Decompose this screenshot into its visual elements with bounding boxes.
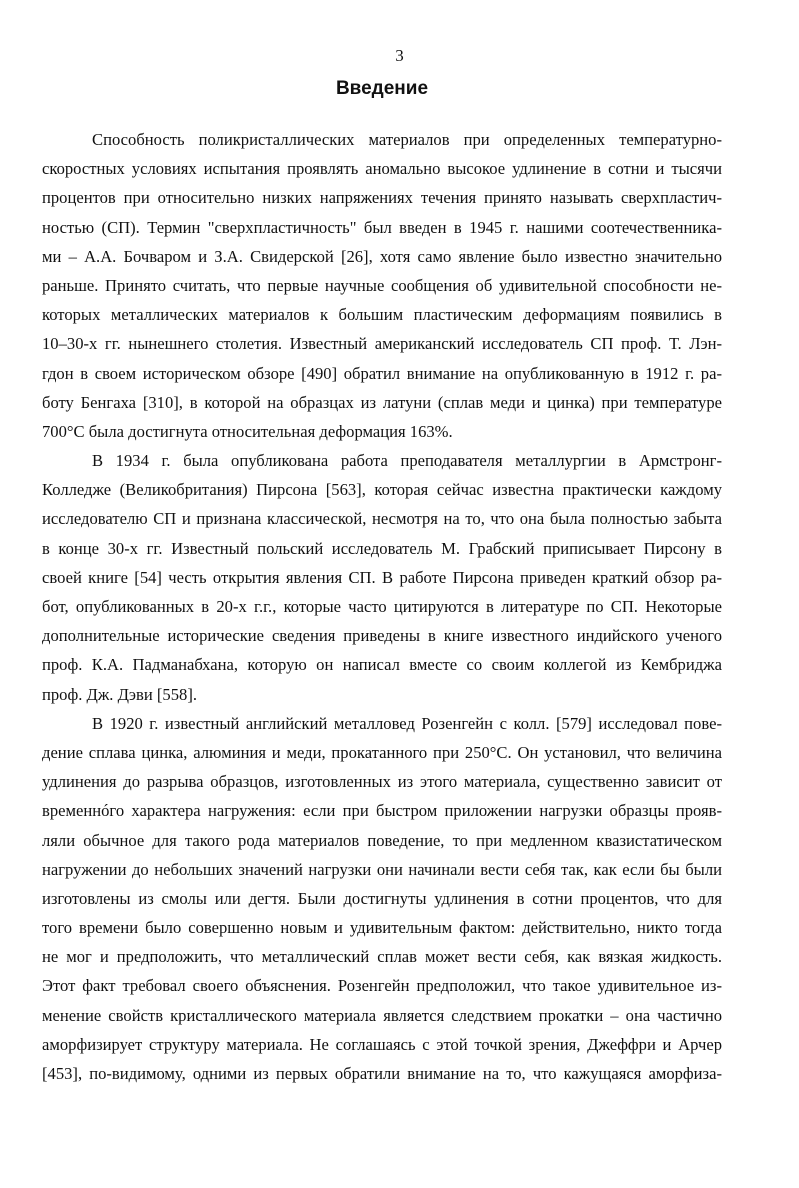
text-line: дополнительные исторические сведения приведены в книге известного индийского ученого [42, 626, 722, 646]
text-line: гдон в своем историческом обзоре [490] обратил внимание на опубликованную в 1912 г. ра- [42, 363, 722, 383]
text-line: своей книге [54] честь открытия явления СП. В работе Пирсона приведен краткий обзор ра- [42, 567, 722, 587]
text-line: [453], по-видимому, одними из первых обратили внимание на то, что кажущаяся аморфиза- [42, 1064, 722, 1083]
text-line: того времени было совершенно новым и удивительным фактом: действительно, никто тогда [42, 918, 722, 938]
text-line: удлинения до разрыва образцов, изготовленных из этого материала, существенно зависит от [42, 772, 722, 792]
text-line: бот, опубликованных в 20-х г.г., которые часто цитируются в литературе по СП. Некоторые [42, 597, 722, 616]
paragraph-1 [42, 125, 722, 446]
text-line: аморфизирует структуру материала. Не соглашаясь с этой точкой зрения, Джеффри и Арчер [42, 1034, 722, 1054]
text-line: скоростных условиях испытания проявлять аномально высокое удлинение в сотни и тысячи [42, 159, 722, 179]
text-line: ностью (СП). Термин "сверхпластичность" был введен в 1945 г. нашими соотечественника- [42, 217, 722, 237]
text-line: проф. Дж. Дэви [558]. [42, 684, 197, 704]
text-line: 10–30-х гг. нынешнего столетия. Известный американский исследователь СП проф. Т. Лэн- [42, 334, 722, 354]
text-line: проф. К.А. Падманабхана, которую он написал вместе со своим коллегой из Кембриджа [42, 655, 722, 675]
text-line: Способность поликристаллических материалов при определенных температурно- [92, 130, 722, 149]
text-line: Этот факт требовал своего объяснения. Розенгейн предположил, что такое удивительное из- [42, 976, 722, 996]
text-line: 700°С была достигнута относительная деформация 163%. [42, 421, 453, 441]
paragraph-3 [42, 709, 722, 1088]
text-line: боту Бенгаха [310], в которой на образцах из латуни (сплав меди и цинка) при температуре [42, 392, 722, 412]
text-line: исследователю СП и признана классической, несмотря на то, что она была полностью забыта [42, 509, 722, 529]
text-line: нагружении до небольших значений нагрузки они начинали вести себя так, как если бы были [42, 859, 722, 879]
text-line: ляли обычное для такого рода материалов поведение, то при медленном квазистатическом [42, 830, 722, 850]
text-line: которых металлических материалов к большим пластическим деформациям появились в [42, 305, 722, 325]
text-line: В 1934 г. была опубликована работа преподавателя металлургии в Армстронг- [92, 451, 722, 471]
text-line: раньше. Принято считать, что первые научные сообщения об удивительной способности не- [42, 275, 722, 295]
text-line: процентов при относительно низких напряжениях течения принято называть сверхпластич- [42, 188, 722, 208]
text-line: менение свойств кристаллического материала является следствием прокатки – она частично [42, 1005, 722, 1025]
text-line: Колледже (Великобритания) Пирсона [563], которая сейчас известна практически каждому [42, 480, 722, 500]
text-line: В 1920 г. известный английский металловед Розенгейн с колл. [579] исследовал пове- [92, 713, 722, 733]
text-line: ми – А.А. Бочваром и З.А. Свидерской [26], хотя само явление было известно значительно [42, 246, 722, 266]
section-title: Введение [335, 78, 429, 99]
text-line: не мог и предположить, что металлический сплав может вести себя, как вязкая жидкость. [42, 947, 722, 967]
text-line: дение сплава цинка, алюминия и меди, прокатанного при 250°С. Он установил, что величина [42, 742, 722, 762]
body-text [42, 125, 722, 1088]
paragraph-2 [42, 446, 722, 709]
text-line: в конце 30-х гг. Известный польский исследователь М. Грабский приписывает Пирсону в [42, 538, 722, 558]
text-line: временнóго характера нагружения: если при быстром приложении нагрузки образцы прояв- [42, 801, 722, 821]
text-line: изготовлены из смолы или дегтя. Были достигнуты удлинения в сотни процентов, что для [42, 888, 722, 908]
page-number: 3 [395, 46, 404, 65]
